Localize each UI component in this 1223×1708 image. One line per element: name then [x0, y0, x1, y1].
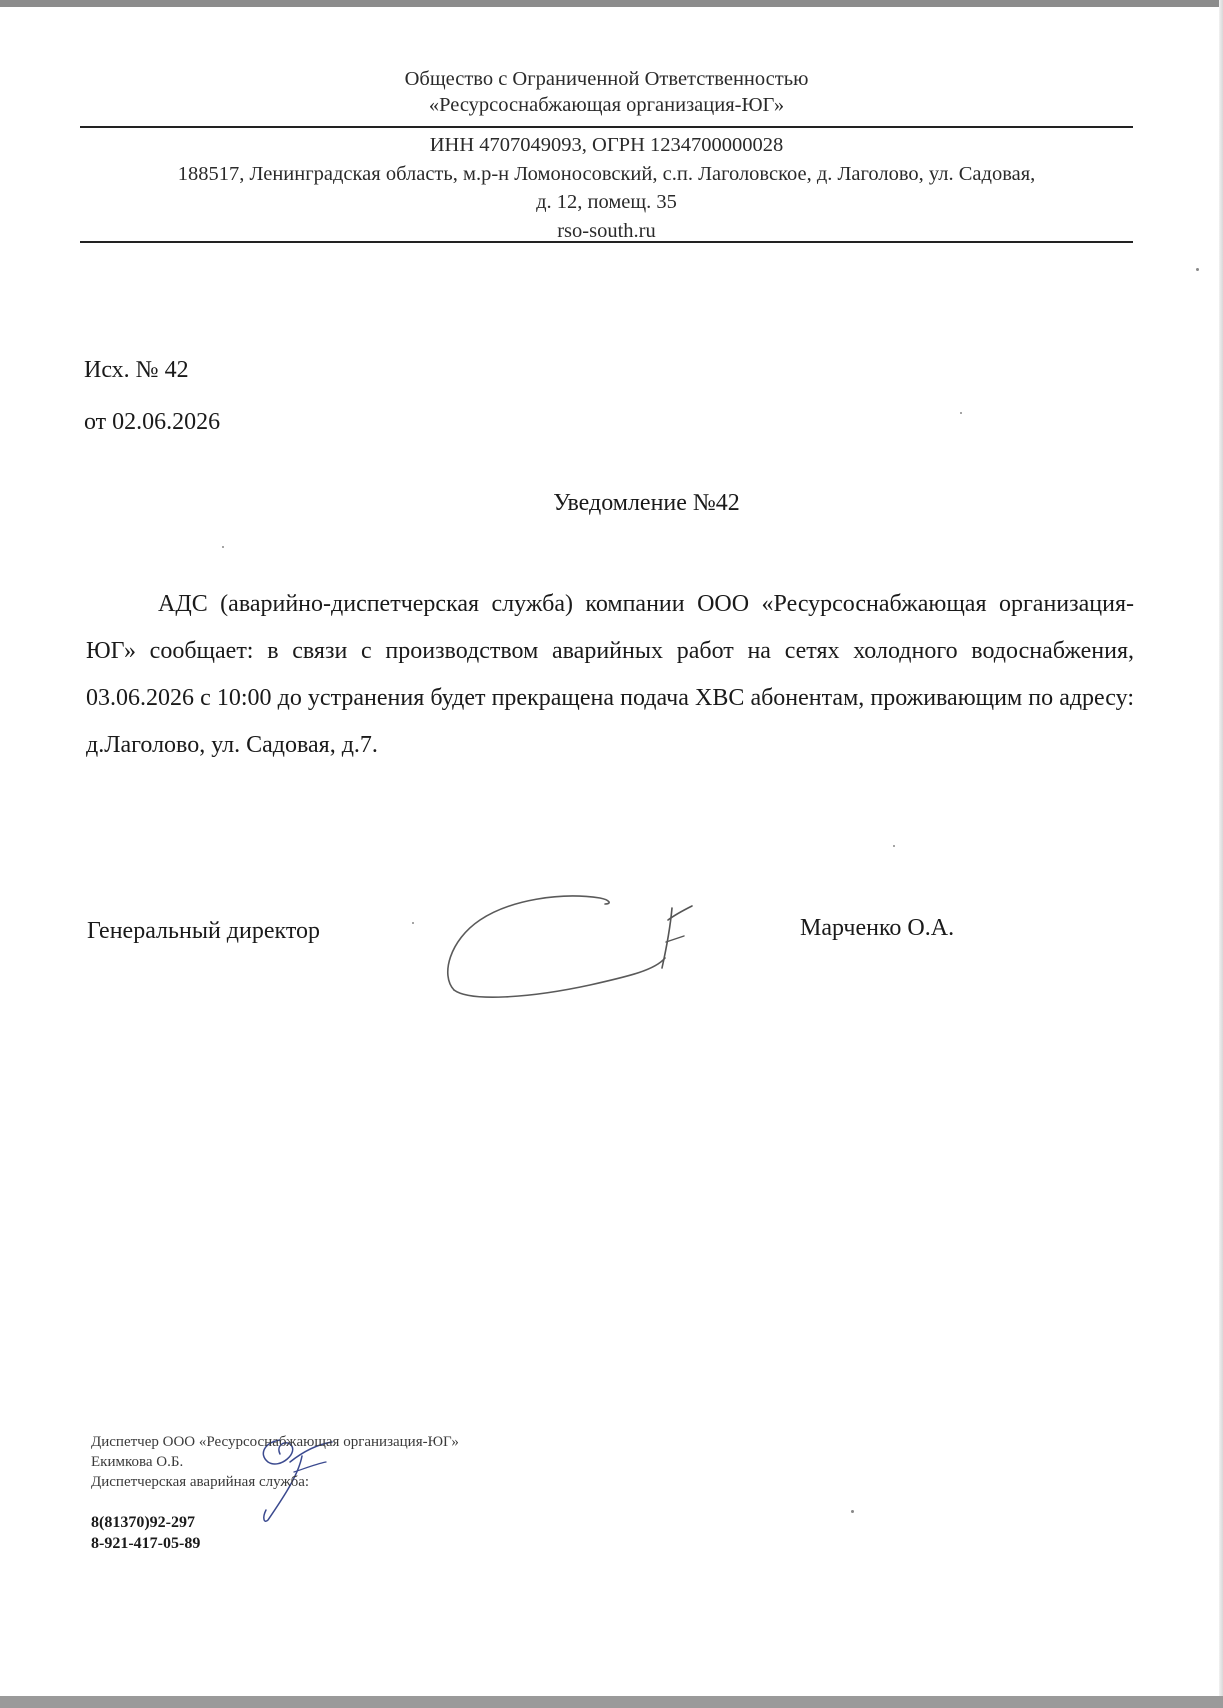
phone-landline: 8(81370)92-297 — [91, 1514, 195, 1531]
address-line2: д. 12, помещ. 35 — [536, 191, 677, 213]
scan-edge-right — [1219, 0, 1223, 1708]
emergency-service-label: Диспетчерская аварийная служба: — [91, 1474, 310, 1490]
outgoing-reference — [84, 344, 220, 448]
scan-edge-top — [0, 0, 1223, 7]
website: rso-south.ru — [557, 219, 656, 242]
outgoing-date: от 02.06.2026 — [84, 409, 221, 435]
dispatcher-org: Диспетчер ООО «Ресурсоснабжающая организация-ЮГ» — [91, 1434, 459, 1450]
dispatcher-name: Екимкова О.Б. — [91, 1454, 184, 1470]
letterhead-requisites — [80, 131, 1133, 245]
scan-speck — [893, 845, 895, 847]
org-name-line1: Общество с Ограниченной Ответственностью — [404, 68, 809, 90]
phone-mobile: 8-921-417-05-89 — [91, 1535, 201, 1552]
notice-body: АДС (аварийно-диспетчерская служба) компании ООО «Ресурсоснабжающая организация-ЮГ» сообщает: в связи с производством аварийных работ на сетях холодного водоснабжения, 03.06.2026 с 10:00 до устранения будет прекращена подача ХВС абонентам, проживающим по адресу: д.Лаголово, ул. Садовая, д.7. — [86, 591, 1134, 758]
notice-title: Уведомление №42 — [553, 490, 740, 516]
signatory-name: Марченко О.А. — [800, 915, 955, 941]
scan-speck — [1196, 268, 1199, 271]
scan-speck — [960, 412, 962, 414]
signatory-position: Генеральный директор — [87, 918, 321, 944]
address-line1: 188517, Ленинградская область, м.р-н Ломоносовский, с.п. Лаголовское, д. Лаголово, ул. Садовая, — [177, 162, 1036, 185]
scan-edge-bottom — [0, 1696, 1223, 1708]
outgoing-number: Исх. № 42 — [84, 357, 189, 383]
org-name-line2: «Ресурсоснабжающая организация-ЮГ» — [428, 94, 785, 116]
scan-speck — [851, 1510, 854, 1513]
letterhead-rule-top — [80, 126, 1133, 128]
director-signature — [440, 880, 710, 1005]
letterhead — [80, 66, 1133, 118]
scan-speck — [412, 922, 414, 924]
letterhead-rule-bottom — [80, 241, 1133, 243]
inn-ogrn: ИНН 4707049093, ОГРН 1234700000028 — [429, 134, 784, 156]
scan-speck — [222, 546, 224, 548]
footer-contacts — [91, 1432, 459, 1554]
phone-list — [91, 1512, 459, 1554]
